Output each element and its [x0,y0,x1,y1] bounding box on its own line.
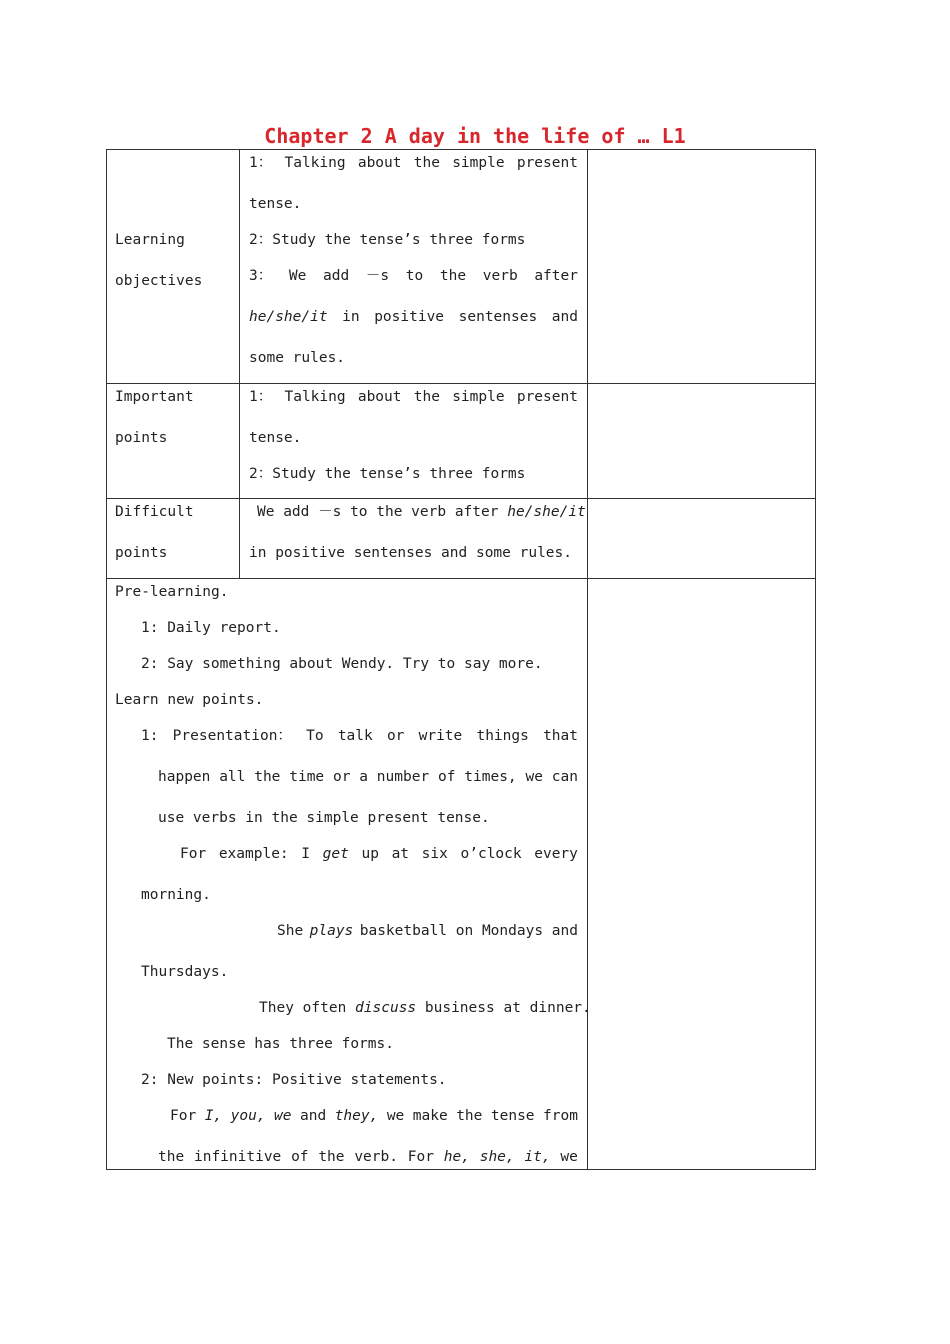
w: of [438,769,456,785]
w: tense [490,1108,535,1124]
w: the [439,268,467,284]
w: the [318,1149,345,1165]
w: －s [365,268,390,284]
w: We [288,268,307,284]
presentation-line-3: use verbs in the simple present tense. [158,810,490,826]
objectives-label-1: Learning [115,232,185,248]
w: Talking [284,389,346,405]
w: write [418,728,463,744]
pre-item-1: 1: Daily report. [141,620,281,636]
learn-new-heading: Learn new points. [115,692,264,708]
w: add [323,268,350,284]
w: or [332,769,351,785]
page-title: Chapter 2 A day in the life of … L1 [264,124,686,148]
presentation-line-1 [141,727,578,745]
w: example: [218,846,289,862]
w: sentenses [458,309,538,325]
positive-statement-line-1 [170,1107,578,1125]
objective-3-line-2 [249,308,578,326]
important-2: 2：Study the tense’s three forms [249,466,526,482]
w: the [413,155,440,171]
row-divider-2 [106,498,816,499]
w: Talking [284,155,346,171]
w: She [277,923,304,939]
pronoun: she, [479,1149,515,1165]
w: 1： [249,155,273,171]
example-3 [259,999,591,1017]
example-1-line-1 [180,845,578,863]
w: 3： [249,268,273,284]
w: positive [374,309,445,325]
w: time [289,769,325,785]
w: and [551,309,578,325]
w: we [560,1149,578,1165]
w: times, [464,769,517,785]
example-1-line-2: morning. [141,887,211,903]
w: present [516,389,578,405]
w: talk [337,728,373,744]
w: basketball on Mondays and [359,923,578,939]
w: For [170,1108,197,1124]
presentation-line-2 [158,768,578,786]
w: things [476,728,529,744]
w: simple [452,155,505,171]
pronoun: they, [334,1108,379,1124]
w: the [158,1149,185,1165]
w: a [359,769,368,785]
objective-1-line-2: tense. [249,196,302,212]
w: all [219,769,246,785]
w: I [301,846,311,862]
example-2-line-2: Thursdays. [141,964,229,980]
w: verb. [354,1149,398,1165]
difficult-label-1: Difficult [115,504,194,520]
w: To [306,728,324,744]
w: of [291,1149,309,1165]
w: in [342,309,360,325]
important-1-line-1 [249,388,578,406]
w: For [180,846,207,862]
pre-learning-heading: Pre-learning. [115,584,229,600]
row-divider-1 [106,383,816,384]
w: that [543,728,578,744]
w: the [413,389,440,405]
new-points-heading: 2: New points: Positive statements. [141,1072,447,1088]
w: o’clock [460,846,522,862]
pronoun: it, [524,1149,551,1165]
w: can [551,769,578,785]
w: every [534,846,578,862]
w: happen [158,769,211,785]
difficult-label-2: points [115,545,168,561]
pronoun: I, [204,1108,223,1124]
w: or [386,728,405,744]
w: 1： [249,389,273,405]
positive-statement-line-2 [158,1148,578,1166]
objective-1-line-1 [249,154,578,172]
w: make [412,1108,448,1124]
pronoun: he, [443,1149,470,1165]
objective-3-line-3: some rules. [249,350,346,366]
three-forms-note: The sense has three forms. [167,1036,394,1052]
pronouns-italic: he/she/it [249,309,328,325]
objective-2: 2：Study the tense’s three forms [249,232,526,248]
important-label-2: points [115,430,168,446]
difficult-text: We add －s to the verb after [257,504,499,520]
w: about [357,155,402,171]
w: from [543,1108,578,1124]
w: we [386,1108,405,1124]
difficult-line-1 [257,503,586,521]
important-label-1: Important [115,389,194,405]
row-divider-3 [106,578,816,579]
column-divider-left [239,149,240,579]
w: business at dinner. [424,1000,591,1016]
pre-item-2: 2: Say something about Wendy. Try to say more. [141,656,543,672]
w: after [534,268,578,284]
important-1-line-2: tense. [249,430,302,446]
w: For [407,1149,434,1165]
w: They often [259,1000,347,1016]
w: infinitive [193,1149,282,1165]
example-verb: plays [309,923,354,939]
w: 1: [141,728,159,744]
example-2-line-1 [277,922,578,940]
w: to [405,268,424,284]
w: and [300,1108,327,1124]
pronoun: we [274,1108,292,1124]
w: up [361,846,379,862]
difficult-line-2: in positive sentenses and some rules. [249,545,573,561]
objective-3-line-1 [249,267,578,285]
w: about [357,389,402,405]
w: number [376,769,430,785]
w: the [254,769,281,785]
w: verb [482,268,518,284]
w: Presentation： [172,728,292,744]
example-verb: discuss [355,1000,417,1016]
w: at [391,846,410,862]
objectives-label-2: objectives [115,273,203,289]
pronouns-italic: he/she/it [507,504,586,520]
pronoun: you, [230,1108,266,1124]
w: simple [452,389,505,405]
w: we [525,769,543,785]
example-verb: get [322,846,349,862]
w: the [456,1108,483,1124]
w: six [421,846,448,862]
w: present [516,155,578,171]
